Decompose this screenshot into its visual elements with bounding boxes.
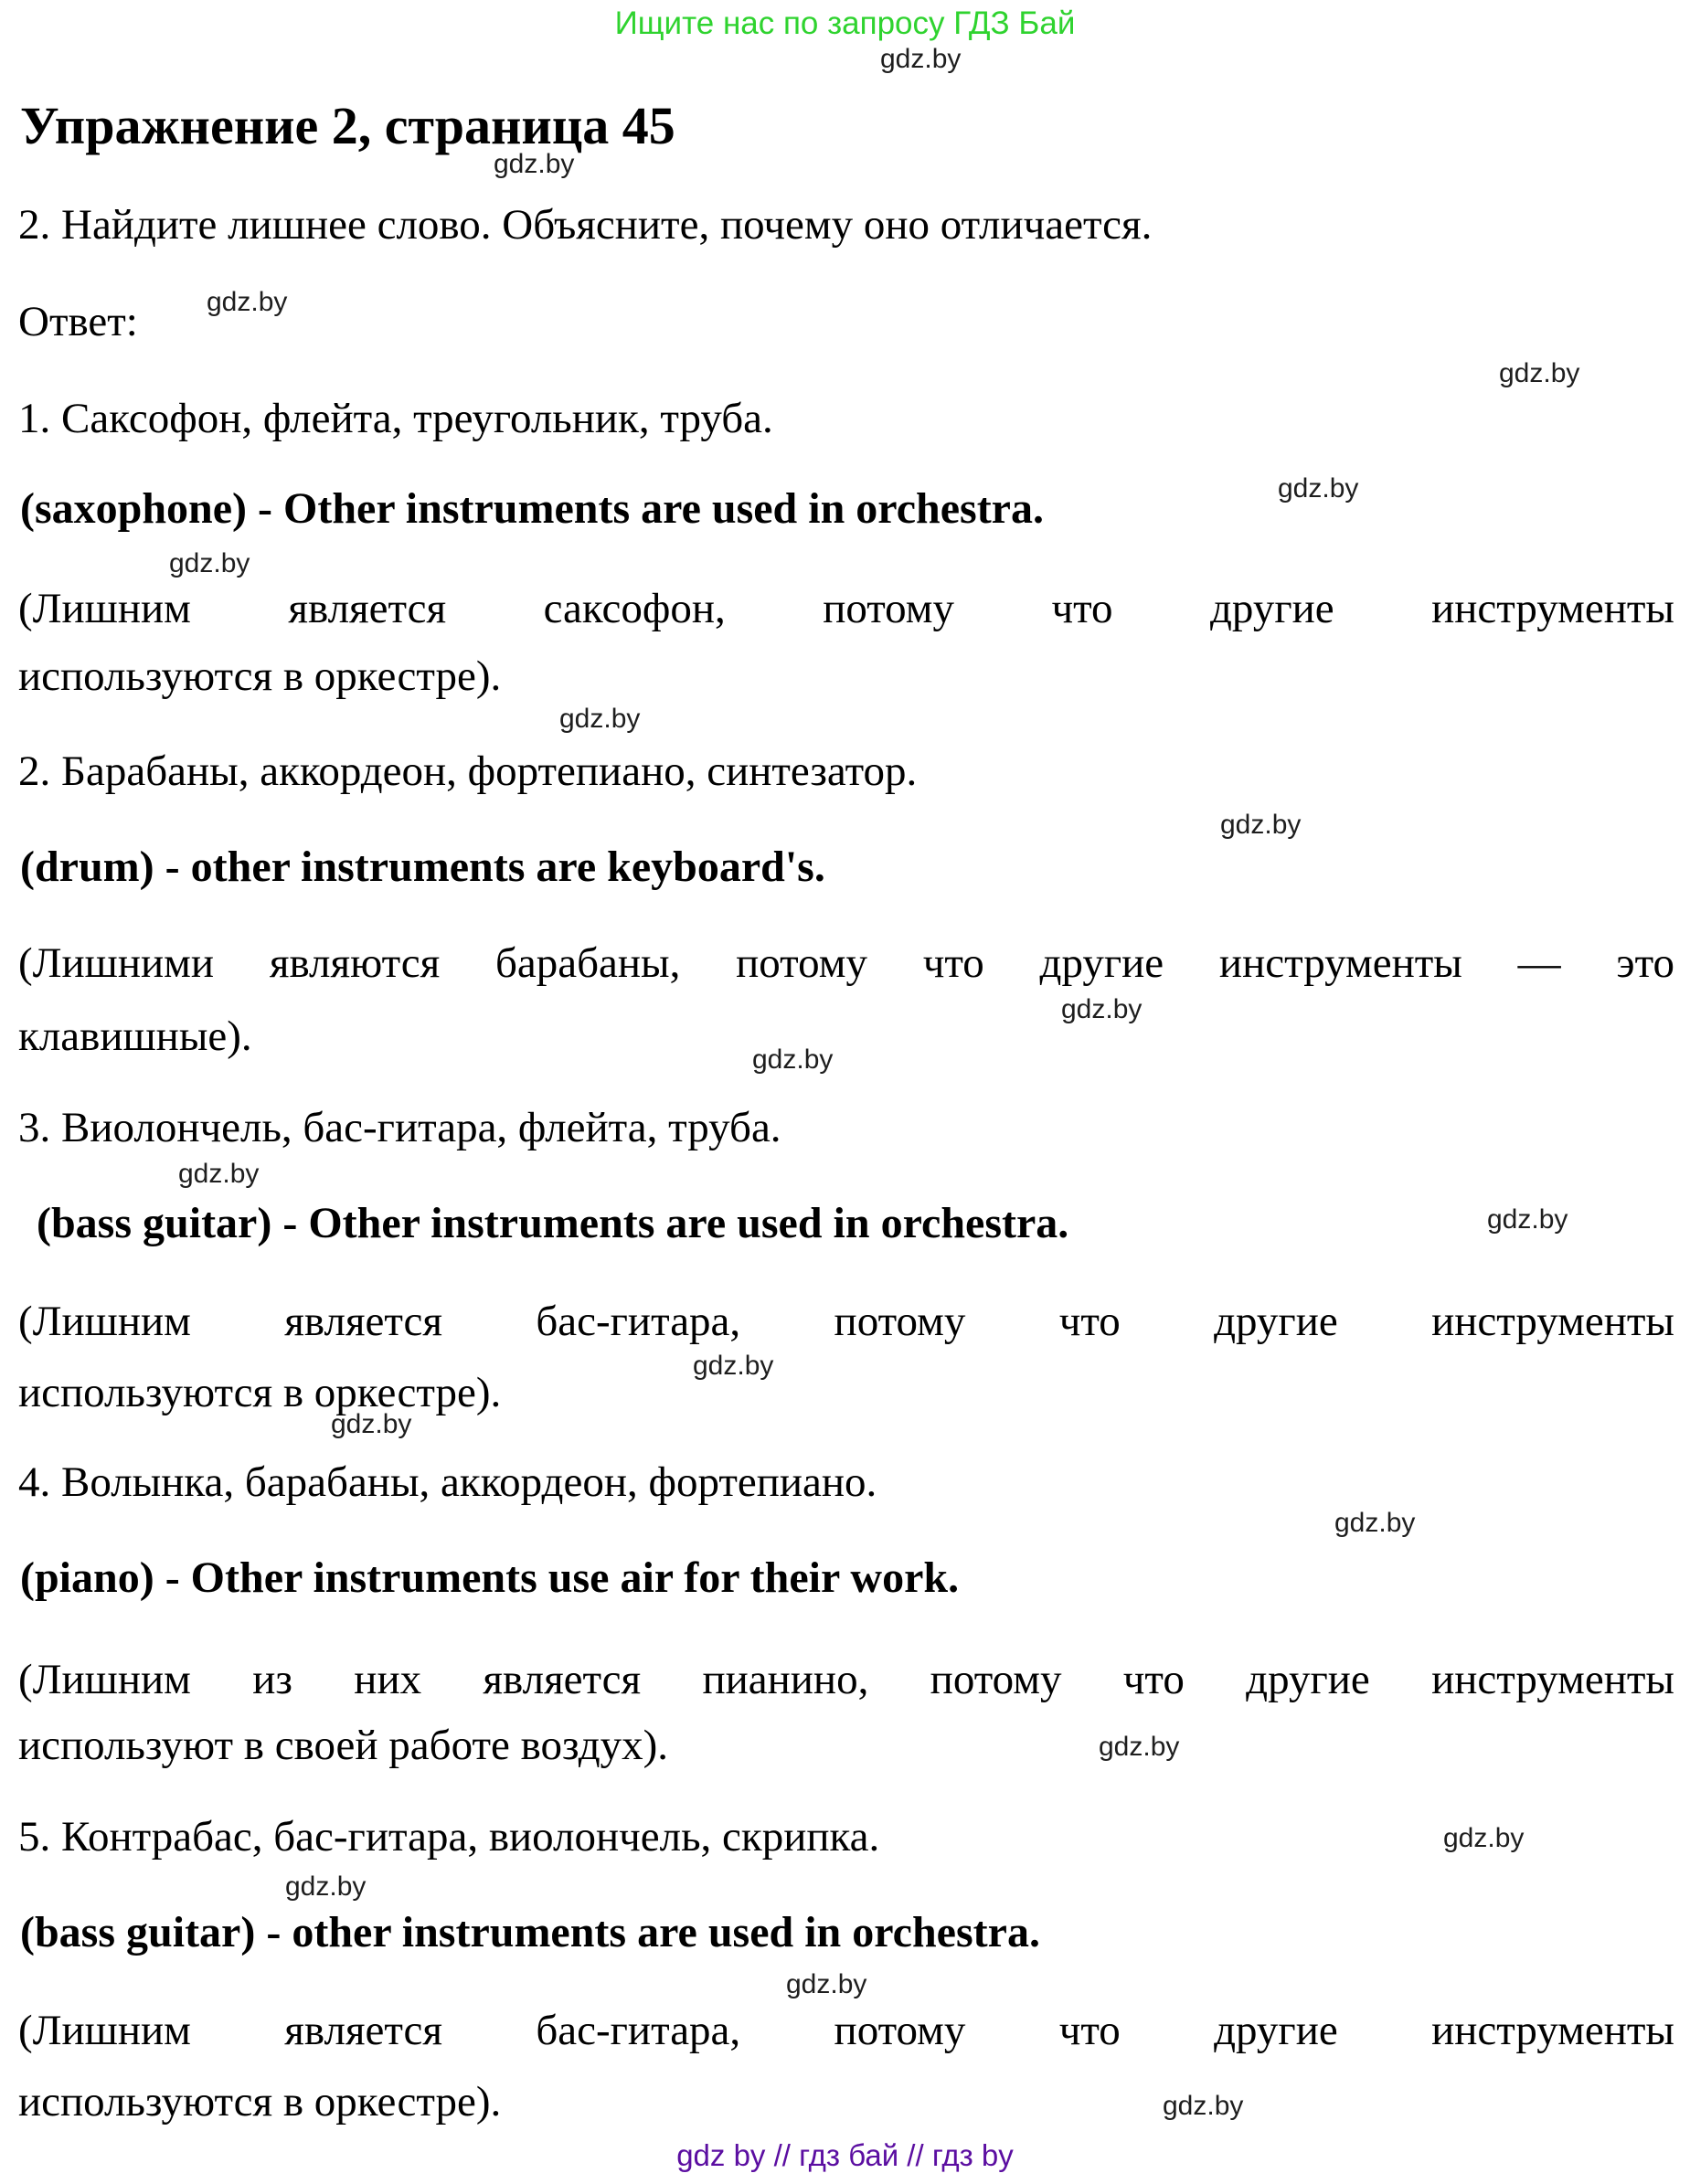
gdz-watermark: gdz.by (1220, 810, 1302, 840)
item-5-words: 5. Контрабас, бас-гитара, виолончель, скрипка. (18, 1813, 880, 1861)
gdz-watermark: gdz.by (494, 149, 575, 179)
item-1-words: 1. Саксофон, флейта, треугольник, труба. (18, 395, 773, 442)
gdz-watermark: gdz.by (178, 1159, 260, 1189)
gdz-watermark: gdz.by (1443, 1823, 1525, 1853)
gdz-watermark: gdz.by (1487, 1204, 1568, 1235)
item-4-answer-en: (piano) - Other instruments use air for their work. (20, 1553, 960, 1602)
item-2-answer-en: (drum) - other instruments are keyboard's. (20, 843, 825, 891)
promo-header: Ищите нас по запросу ГДЗ Бай (614, 5, 1076, 41)
gdz-watermark: gdz.by (786, 1969, 867, 1999)
item-1-explanation-line-2: используются в оркестре). (18, 652, 502, 700)
gdz-watermark: gdz.by (1099, 1732, 1180, 1762)
item-5-explanation-line-2: используются в оркестре). (18, 2078, 502, 2126)
item-3-explanation-line-2: используются в оркестре). (18, 1369, 502, 1416)
gdz-watermark: gdz.by (169, 548, 250, 578)
gdz-watermark: gdz.by (1278, 473, 1359, 504)
gdz-watermark: gdz.by (1163, 2091, 1244, 2121)
item-2-explanation-line-1: (Лишними являются барабаны, потому что другие инструменты — это (18, 939, 1674, 987)
item-2-explanation-line-2: клавишные). (18, 1012, 252, 1060)
item-1-explanation-line-1: (Лишним является саксофон, потому что другие инструменты (18, 585, 1674, 632)
item-4-words: 4. Волынка, барабаны, аккордеон, фортепиано. (18, 1458, 877, 1506)
item-3-answer-en: (bass guitar) - Other instruments are used in orchestra. (37, 1199, 1069, 1247)
item-5-explanation-line-1: (Лишним является бас-гитара, потому что другие инструменты (18, 2007, 1674, 2054)
answer-label: Ответ: (18, 298, 138, 345)
gdz-watermark: gdz.by (1499, 358, 1580, 388)
task-text: 2. Найдите лишнее слово. Объясните, почему оно отличается. (18, 201, 1153, 249)
page-title: Упражнение 2, страница 45 (20, 96, 675, 155)
item-1-answer-en: (saxophone) - Other instruments are used in orchestra. (20, 484, 1044, 533)
item-4-explanation-line-2: используют в своей работе воздух). (18, 1722, 669, 1769)
gdz-watermark: gdz.by (285, 1871, 367, 1902)
footer-links: gdz by // гдз бай // гдз by (676, 2138, 1014, 2172)
gdz-watermark: gdz.by (207, 287, 288, 317)
item-5-answer-en: (bass guitar) - other instruments are used in orchestra. (20, 1908, 1040, 1956)
item-4-explanation-line-1: (Лишним из них является пианино, потому что другие инструменты (18, 1656, 1674, 1703)
gdz-watermark: gdz.by (752, 1044, 834, 1075)
gdz-watermark: gdz.by (1334, 1508, 1416, 1538)
item-2-words: 2. Барабаны, аккордеон, фортепиано, синтезатор. (18, 747, 918, 795)
gdz-watermark: gdz.by (331, 1409, 412, 1439)
item-3-words: 3. Виолончель, бас-гитара, флейта, труба. (18, 1104, 781, 1151)
gdz-watermark: gdz.by (880, 44, 962, 74)
gdz-watermark: gdz.by (693, 1351, 774, 1381)
item-3-explanation-line-1: (Лишним является бас-гитара, потому что другие инструменты (18, 1298, 1674, 1345)
gdz-watermark: gdz.by (1061, 994, 1143, 1024)
gdz-watermark: gdz.by (559, 704, 641, 734)
